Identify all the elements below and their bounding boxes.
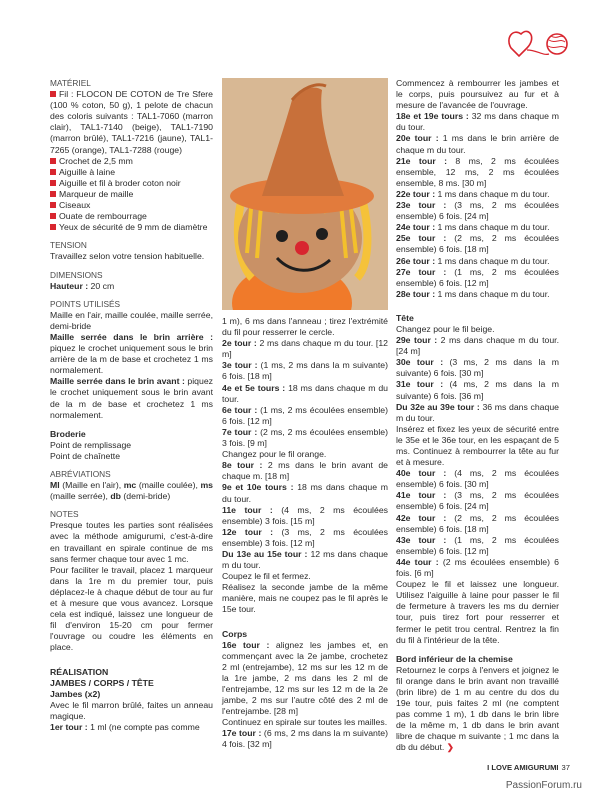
list-item: Aiguille à laine [50,167,213,178]
broderie-line: Point de remplissage [50,439,132,450]
row-instruction: 28e tour : 1 ms dans chaque m du tour. [396,288,550,299]
column-middle [222,316,388,751]
row-instruction: 29e tour : 2 ms dans chaque m du tour. [24 m] [396,335,559,357]
points-label: POINTS UTILISÉS [50,298,121,309]
watermark: PassionForum.ru [505,780,582,791]
yarn-heart-logo-icon [503,20,573,68]
row-instruction: 25e tour : (2 ms, 2 ms écoulées ensemble) 6 fois. [18 m] [396,233,559,255]
realisation-title: RÉALISATION [50,666,109,677]
row-instruction: 44e tour : (2 ms écoulées ensemble) 6 fois. [6 m] [396,556,559,579]
row-instruction: 17e tour : (6 ms, 2 ms dans la m suivante) 4 fois. [32 m] [222,728,388,750]
jambes-title: Jambes (x2) [50,688,101,699]
abbreviations-text: Ml (Maille en l'air), mc (maille coulée), ms (maille serrée), db (demi-bride) [50,480,214,502]
list-item: Ouate de rembourrage [50,211,213,222]
row-instruction: 6e tour : (1 ms, 2 ms écoulées ensemble) 6 fois. [12 m] [222,404,388,426]
row-instruction: 43e tour : (1 ms, 2 ms écoulées ensemble) 6 fois. [12 m] [396,534,559,556]
row-instruction: 23e tour : (3 ms, 2 ms écoulées ensemble) 6 fois. [24 m] [396,200,559,222]
instruction-text: Coupez le fil et laissez une longueur. Utilisez l'aiguille à laine pour passer le fil de fermeture à travers les ms du dernier tour, puis tirez fort pour resserrer et fermer le petit trou central. Rentrez la fin du fil à l'intérieur de la tête. [396,579,559,645]
row-instruction: 16e tour : alignez les jambes et, en commençant avec la 2e jambe, crochetez 2 ml (entrejambe), 12 ms sur les 12 m de la 1re jambe, 2 ms dans les 2 ml de l'entrejambe, 12 ms sur les 12 m de la 2e jambe, 2 ms sur l'autre côté des 2 ml de l'entrejambe. [28 m] [222,639,388,717]
bullet-square-icon [50,180,56,186]
magazine-name: I LOVE AMIGURUMI [487,763,559,772]
broderie-title: Broderie [50,428,86,439]
row-instruction: 11e tour : (4 ms, 2 ms écoulées ensemble) 3 fois. [15 m] [222,504,388,526]
row-instruction: 3e tour : (1 ms, 2 ms dans la m suivante) 6 fois. [18 m] [222,360,388,382]
abbreviations-label: ABRÉVIATIONS [50,469,111,479]
row-instruction: 21e tour : 8 ms, 2 ms écoulées ensemble, 12 ms, 2 ms écoulées ensemble, 8 ms. [30 m] [396,155,559,188]
row-instruction: 24e tour : 1 ms dans chaque m du tour. [396,222,550,233]
bullet-square-icon [50,202,56,208]
row-instruction: 9e et 10e tours : 18 ms dans chaque m du tour. [222,482,388,504]
materiel-list [50,89,213,233]
list-item: Crochet de 2,5 mm [50,156,213,167]
row-instruction: 7e tour : (2 ms, 2 ms écoulées ensemble) 3 fois. [9 m] [222,426,388,449]
row-instruction: 4e et 5e tours : 18 ms dans chaque m du tour. [222,382,388,404]
row-instruction: 31e tour : (4 ms, 2 ms dans la m suivante) 6 fois. [36 m] [396,379,559,401]
row-instruction: 22e tour : 1 ms dans chaque m du tour. [396,188,550,199]
bullet-square-icon [50,191,56,197]
broderie-line: Point de chaînette [50,450,121,461]
bullet-square-icon [50,213,56,219]
bullet-square-icon [50,158,56,164]
corps-title: Corps [222,628,248,639]
list-item: Ciseaux [50,200,213,211]
list-item: Yeux de sécurité de 9 mm de diamètre [50,222,213,233]
points-intro: Maille en l'air, maille coulée, maille serrée, demi-bride [50,309,213,331]
row-instruction: 26e tour : 1 ms dans chaque m du tour. [396,255,550,266]
row-instruction: 12e tour : (3 ms, 2 ms écoulées ensemble) 3 fois. [12 m] [222,526,388,548]
row-instruction: 41e tour : (3 ms, 2 ms écoulées ensemble) 6 fois. [24 m] [396,490,559,512]
notes-paragraph: Presque toutes les parties sont réalisées avec la méthode amigurumi, c'est-à-dire en travaillant en spirale continue de ms sans fermer chaque tour avec 1 mc. [50,520,213,564]
point-definition: Maille serrée dans le brin arrière : piquez le crochet uniquement sous le brin arrière de la m de base et crochetez 1 ms normalement. [50,331,213,376]
instruction-text: Retournez le corps à l'envers et joignez le fil orange dans le brin avant non travaillé (brin libre) de 1 m au centre du dos du 19e tour, puis faites 2 ml (ne comptent pas comme 1 m), 1 db dans le brin libre de la même m, 1 db dans le brin avant libre de chaque m suivante ; 1 mc dans la db du début. ❯ [396,664,559,753]
scarecrow-illustration [222,78,388,310]
scarecrow-photo [222,78,388,310]
jambes-intro: Avec le fil marron brûlé, faites un anneau magique. [50,699,213,721]
point-definition: Maille serrée dans le brin avant : piquez le crochet uniquement sous le brin avant de la m de base et crochetez 1 ms normalement. [50,376,213,420]
column-right [396,78,559,754]
row-instruction: 20e tour : 1 ms dans le brin arrière de chaque m du tour. [396,133,559,155]
page-footer [487,763,570,772]
tete-title: Tête [396,312,414,323]
instruction-text: Continuez en spirale sur toutes les mailles. [222,717,388,728]
bullet-square-icon [50,169,56,175]
column-left [50,78,213,733]
row-instruction: 40e tour : (4 ms, 2 ms écoulées ensemble) 6 fois. [30 m] [396,468,559,490]
row-instruction: 1er tour : 1 ml (ne compte pas comme [50,721,200,732]
notes-paragraph: Pour faciliter le travail, placez 1 marqueur dans la 1re m du premier tour, puis déplacez-le à chaque début de tour au fur et à mesure que vous avancez. Lorsque cela est indiqué, laissez une longueur de fil d'environ 15-20 cm pour fermer l'ouvrage ou coudre les éléments en place. [50,564,213,653]
continued-text: 1 m), 6 ms dans l'anneau ; tirez l'extrémité du fil pour resserrer le cercle. [222,316,388,338]
instruction-text: Coupez le fil et fermez. [222,571,311,582]
materiel-label: MATÉRIEL [50,78,91,88]
realisation-subtitle: JAMBES / CORPS / TÊTE [50,677,154,688]
list-item: Fil : FLOCON DE COTON de Tre Sfere (100 % coton, 50 g), 1 pelote de chacun des coloris suivants : TAL1-7060 (marron clair), TAL1-7140 (beige), TAL1-7190 (marron brûlé), TAL1-7216 (jaune), TAL1-7265 (orange), TAL1-7288 (rouge) [50,89,213,155]
bord-title: Bord inférieur de la chemise [396,653,513,664]
row-instruction: 2e tour : 2 ms dans chaque m du tour. [12 m] [222,338,388,360]
instruction-text: Commencez à rembourrer les jambes et le corps, puis poursuivez au fur et à mesure de l'avancée de l'ouvrage. [396,78,559,111]
row-instruction: 42e tour : (2 ms, 2 ms écoulées ensemble) 6 fois. [18 m] [396,512,559,534]
continue-arrow-icon: ❯ [446,742,455,753]
instruction-text: Insérez et fixez les yeux de sécurité entre le 35e et le 36e tour, en les espaçant de 5 ms. Continuez à rembourrer la tête au fur et à mesure. [396,423,559,468]
notes-label: NOTES [50,509,79,520]
tension-label: TENSION [50,240,87,251]
dimensions-label: DIMENSIONS [50,269,103,280]
row-instruction: 30e tour : (3 ms, 2 ms dans la m suivante) 6 fois. [30 m] [396,357,559,379]
color-change: Changez pour le fil orange. [222,449,327,460]
page-number: 37 [561,763,570,772]
bullet-square-icon [50,224,56,230]
row-instruction: 18e et 19e tours : 32 ms dans chaque m du tour. [396,111,560,133]
color-change: Changez pour le fil beige. [396,323,495,334]
instruction-text: Réalisez la seconde jambe de la même manière, mais ne coupez pas le fil après le 15e tour. [222,582,388,615]
bullet-square-icon [50,91,56,97]
dimensions-text: Hauteur : 20 cm [50,280,115,291]
list-item: Aiguille et fil à broder coton noir [50,178,213,189]
row-instruction: Du 32e au 39e tour : 36 ms dans chaque m du tour. [396,401,559,423]
tension-text: Travaillez selon votre tension habituelle. [50,251,205,262]
row-instruction: 27e tour : (1 ms, 2 ms écoulées ensemble) 6 fois. [12 m] [396,266,559,288]
list-item: Marqueur de maille [50,189,213,200]
row-instruction: Du 13e au 15e tour : 12 ms dans chaque m du tour. [222,548,388,571]
row-instruction: 8e tour : 2 ms dans le brin avant de chaque m. [18 m] [222,460,389,482]
